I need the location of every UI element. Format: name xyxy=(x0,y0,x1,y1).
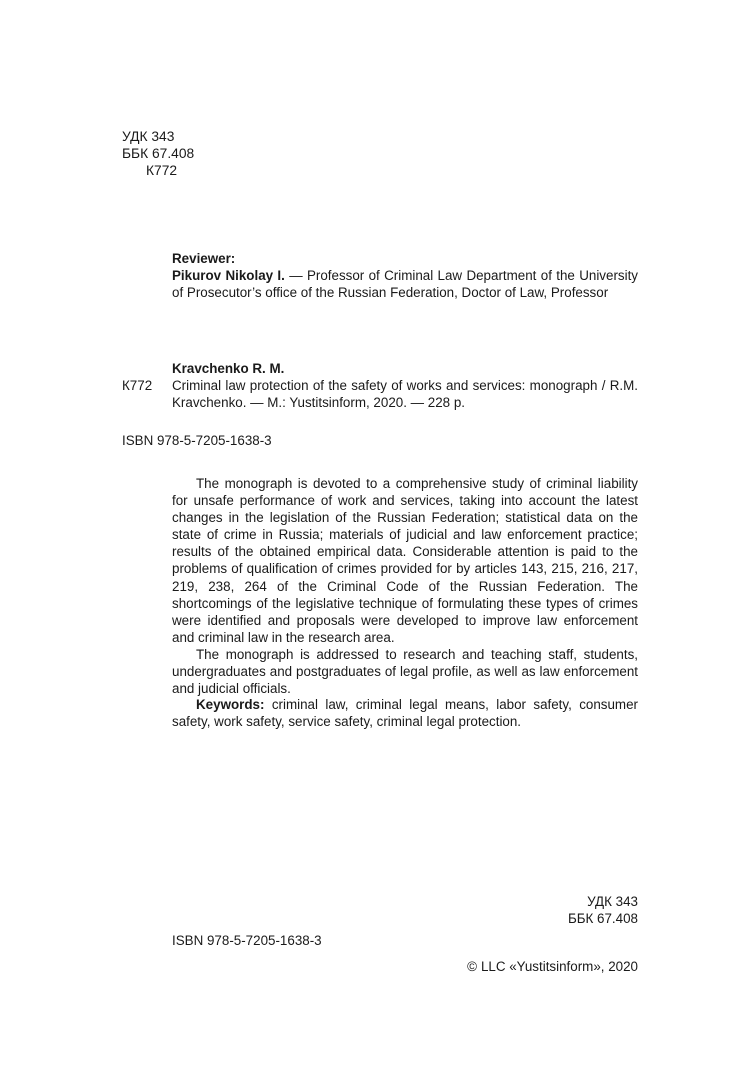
abstract-paragraph-1: The monograph is devoted to a comprehensive study of criminal liability for unsafe performance of work and services, taking into account the latest changes in the legislation of the Russian Federation; statistical data on the state of crime in Russia; materials of judicial and law enforcement practice; results of the obtained empirical data. Considerable attention is paid to the problems of qualification of crimes provided for by articles 143, 215, 216, 217, 219, 238, 264 of the Criminal Code of the Russian Federation. The shortcomings of the legislative technique of formulating these types of crimes were identified and proposals were developed to improve law enforcement and criminal law in the research area. xyxy=(172,476,638,645)
udk-code-bottom: УДК 343 xyxy=(587,894,638,909)
abstract xyxy=(172,475,638,697)
bibliographic-row xyxy=(122,377,638,411)
author-name: Kravchenko R. M. xyxy=(172,361,285,376)
bbk-code: ББК 67.408 xyxy=(122,146,195,161)
reviewer-label: Reviewer: xyxy=(172,251,236,266)
keywords-text: criminal law, criminal legal means, labor safety, consumer safety, work safety, service safety, criminal legal protection. xyxy=(172,697,638,729)
reviewer-text xyxy=(172,267,638,301)
keywords-block xyxy=(172,696,638,730)
bibliographic-cutter-code: К772 xyxy=(122,378,153,393)
copyright-icon: © xyxy=(467,959,477,974)
isbn-bottom: ISBN 978-5-7205-1638-3 xyxy=(172,933,322,948)
keywords-paragraph xyxy=(172,696,638,730)
reviewer-name: Pikurov Nikolay I. xyxy=(172,268,285,283)
bibliographic-record xyxy=(122,360,638,411)
classification-block-bottom xyxy=(568,893,638,927)
copyright-text: LLC «Yustitsinform», 2020 xyxy=(480,959,638,974)
cutter-code: К772 xyxy=(146,163,178,178)
reviewer-block xyxy=(172,250,638,301)
isbn: ISBN 978-5-7205-1638-3 xyxy=(122,433,272,448)
reviewer-details: — Professor of Criminal Law Department of the University of Prosecutor’s office of the Russian Federation, Doctor of Law, Professor xyxy=(172,268,638,300)
abstract-paragraph-2: The monograph is addressed to research and teaching staff, students, undergraduates and postgraduates of legal profile, as well as law enforcement and judicial officials. xyxy=(172,646,638,697)
bibliographic-description: Criminal law protection of the safety of works and services: monograph / R.M. Kravchenko. — M.: Yustitsinform, 2020. — 228 p. xyxy=(172,378,638,410)
keywords-label: Keywords: xyxy=(196,697,265,712)
bbk-code-bottom: ББК 67.408 xyxy=(567,911,638,926)
classification-block-top xyxy=(122,128,194,179)
udk-code: УДК 343 xyxy=(122,129,175,144)
copyright-line xyxy=(467,958,638,975)
